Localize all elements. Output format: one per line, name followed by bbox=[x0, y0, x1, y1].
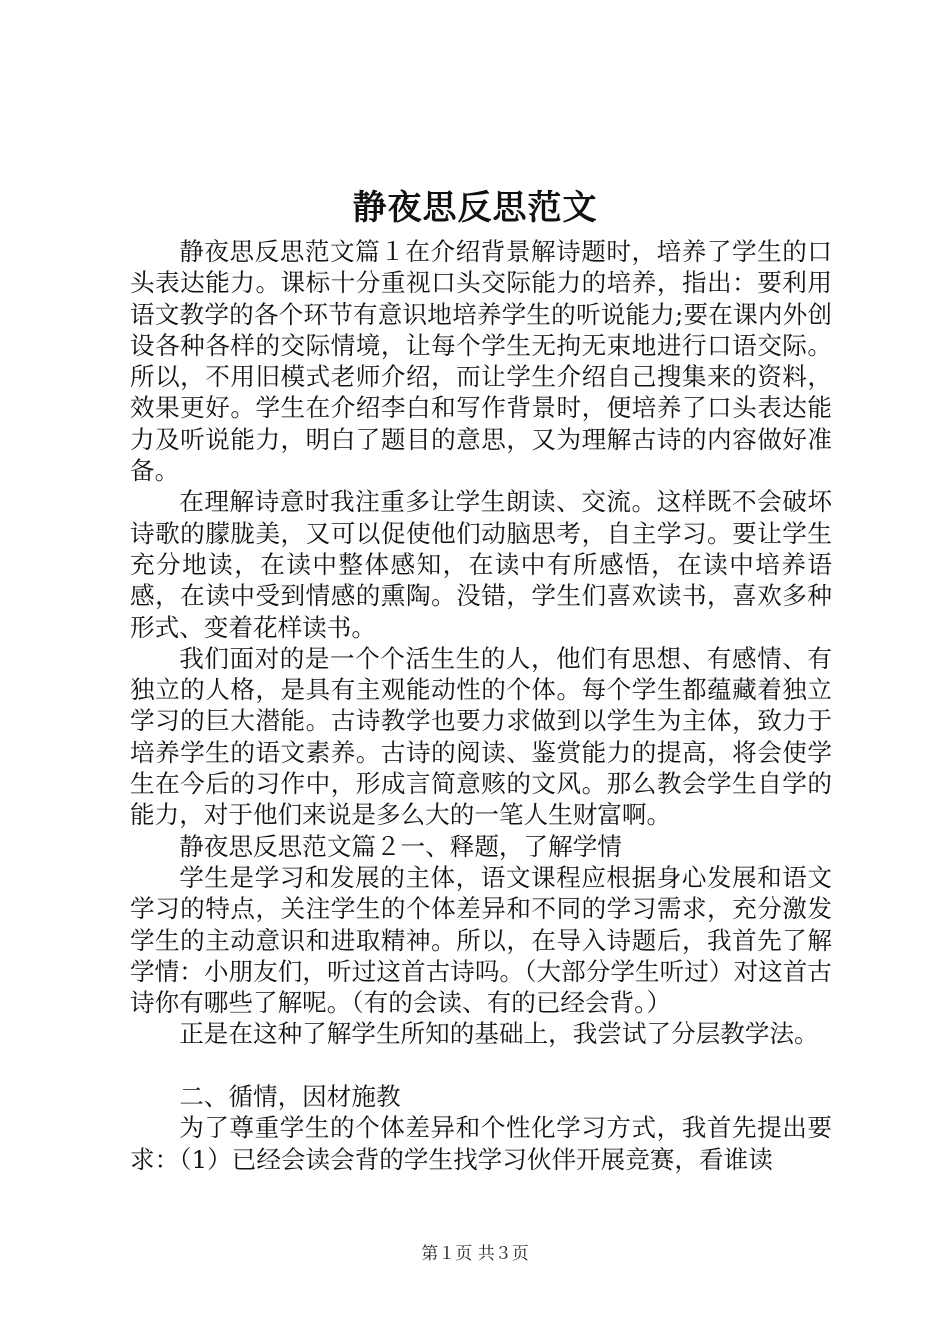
paragraph-6: 为了尊重学生的个体差异和个性化学习方式，我首先提出要求：（1）已经会读会背的学生找学习伙伴开展竞赛，看谁读 bbox=[130, 1113, 832, 1174]
paragraph-2: 在理解诗意时我注重多让学生朗读、交流。这样既不会破坏诗歌的朦胧美，又可以促使他们动脑思考，自主学习。要让学生充分地读，在读中整体感知，在读中有所感悟，在读中培养语感，在读中受到情感的熏陶。没错，学生们喜欢读书，喜欢多种形式、变着花样读书。 bbox=[130, 487, 832, 642]
paragraph-5: 正是在这种了解学生所知的基础上，我尝试了分层教学法。 bbox=[179, 1019, 819, 1049]
blank-line bbox=[130, 1050, 832, 1081]
paragraph-1: 静夜思反思范文篇１在介绍背景解诗题时，培养了学生的口头表达能力。课标十分重视口头交际能力的培养，指出：要利用语文教学的各个环节有意识地培养学生的听说能力;要在课内外创设各种各样的交际情境，让每个学生无拘无束地进行口语交际。所以，不用旧模式老师介绍，而让学生介绍自己搜集来的资料，效果更好。学生在介绍李白和写作背景时，便培养了口头表达能力及听说能力，明白了题目的意思，又为理解古诗的内容做好准备。 bbox=[130, 237, 832, 486]
paragraph-4: 学生是学习和发展的主体，语文课程应根据身心发展和语文学习的特点，关注学生的个体差异和不同的学习需求，充分激发学生的主动意识和进取精神。所以，在导入诗题后，我首先了解学情：小朋友们，听过这首古诗吗。（大部分学生听过）对这首古诗你有哪些了解呢。（有的会读、有的已经会背。） bbox=[130, 862, 832, 1018]
document-title: 静夜思反思范文 bbox=[352, 188, 598, 228]
page-footer: 第１页 共３页 bbox=[421, 1244, 529, 1264]
paragraph-3: 我们面对的是一个个活生生的人，他们有思想、有感情、有独立的人格，是具有主观能动性的个体。每个学生都蕴藏着独立学习的巨大潜能。古诗教学也要力求做到以学生为主体，致力于培养学生的语文素养。古诗的阅读、鉴赏能力的提高，将会使学生在今后的习作中，形成言简意赅的文风。那么教会学生自学的能力，对于他们来说是多么大的一笔人生财富啊。 bbox=[130, 643, 832, 830]
section-heading-3: 二、循情，因材施教 bbox=[179, 1082, 401, 1112]
section-heading-2: 静夜思反思范文篇２一、释题，了解学情 bbox=[179, 831, 622, 861]
document-body bbox=[130, 236, 832, 1175]
